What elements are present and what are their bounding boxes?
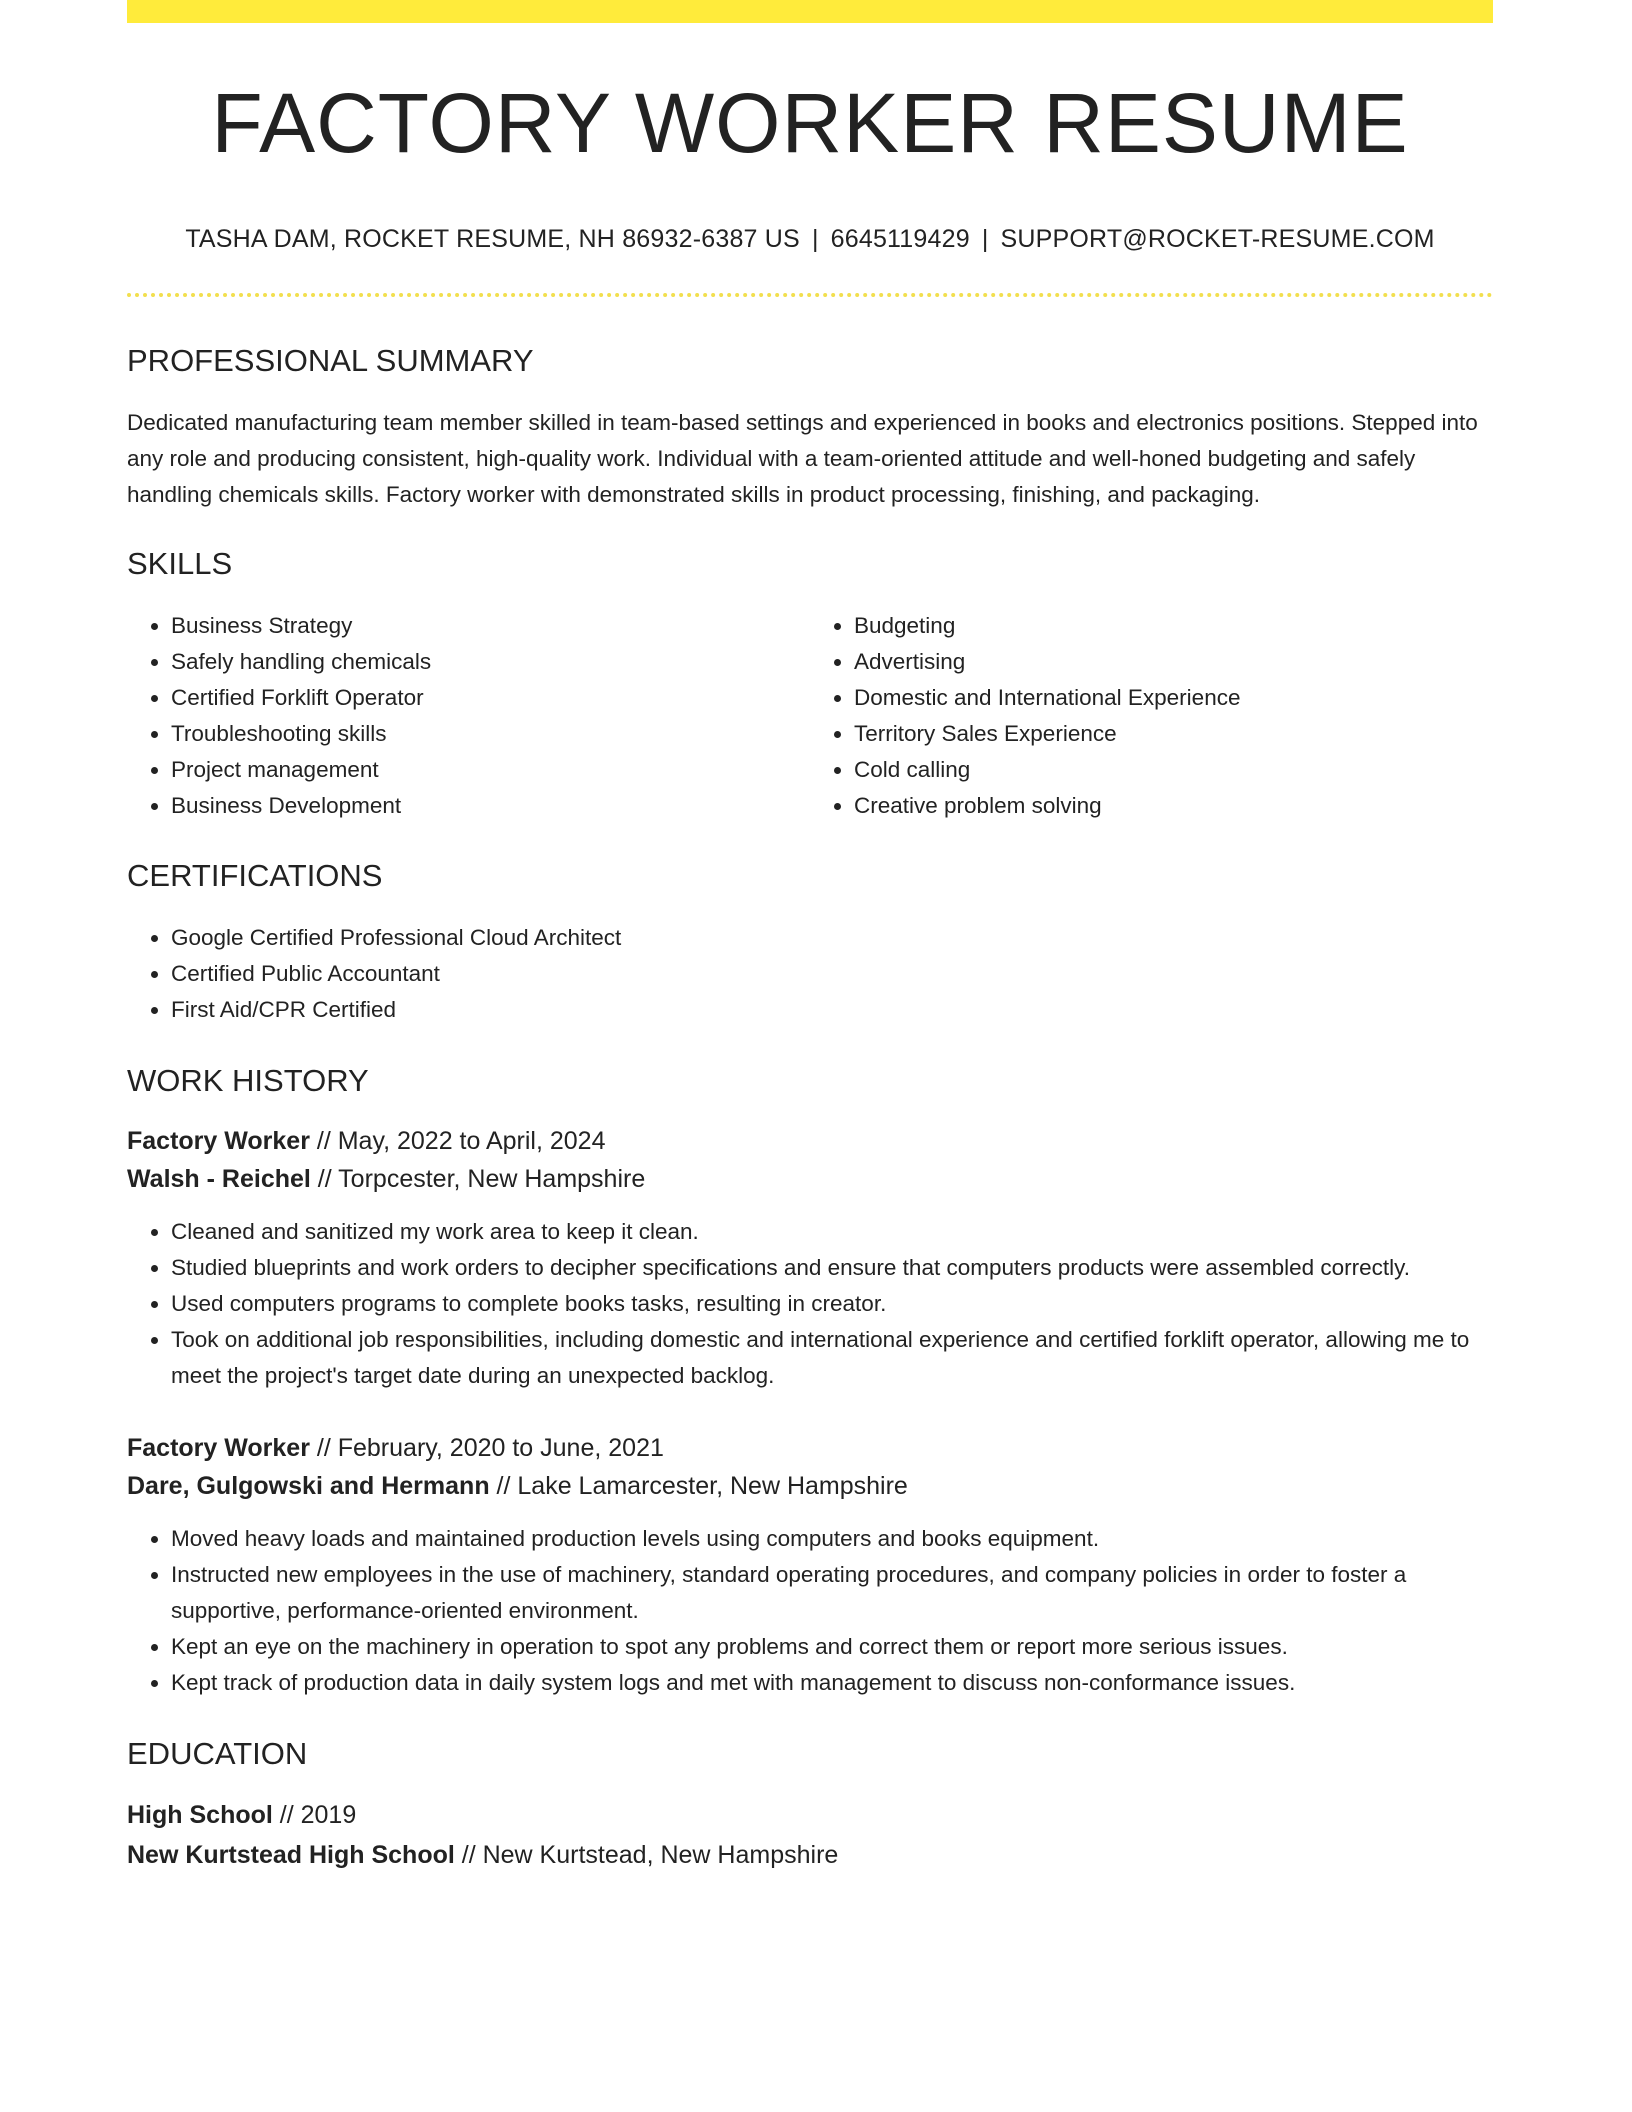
list-item: • Kept track of production data in daily system logs and met with management to discuss non-conformance issues. [171,1665,1493,1701]
list-item: • Business Strategy [171,608,810,644]
education-year: // 2019 [279,1801,357,1829]
education-entry [127,1795,1493,1875]
job-entry [127,1122,1493,1394]
education-location: // New Kurtstead, New Hampshire [461,1841,839,1869]
job-entry [127,1429,1493,1701]
dotted-divider [127,293,1493,297]
education-school-line [127,1835,1493,1875]
job-company: Walsh - Reichel [127,1165,311,1193]
education-degree-line [127,1795,1493,1835]
work-history-heading: WORK HISTORY [127,1063,369,1098]
job-bullets [127,1214,1493,1394]
job-bullets [127,1521,1493,1701]
job-company-line [127,1160,1493,1198]
list-item: • Domestic and International Experience [854,680,1493,716]
job-title-line [127,1429,1493,1467]
job-dates: // February, 2020 to June, 2021 [316,1434,664,1462]
contact-separator: | [981,225,989,253]
skills-heading: SKILLS [127,546,233,581]
list-item: • Certified Public Accountant [171,956,1493,992]
list-item: • Business Development [171,788,810,824]
job-title: Factory Worker [127,1127,310,1155]
skills-list-left [127,608,810,824]
list-item: • Project management [171,752,810,788]
list-item: • Instructed new employees in the use of machinery, standard operating procedures, and company policies in order to foster a supportive, performance-oriented environment. [171,1557,1493,1629]
certifications-heading: CERTIFICATIONS [127,858,383,893]
skills-list-right [810,608,1493,824]
education-heading: EDUCATION [127,1736,308,1771]
contact-email: SUPPORT@ROCKET-RESUME.COM [1000,225,1435,253]
list-item: • Cleaned and sanitized my work area to keep it clean. [171,1214,1493,1250]
list-item: • Budgeting [854,608,1493,644]
list-item: • Google Certified Professional Cloud Architect [171,920,1493,956]
job-company-line [127,1467,1493,1505]
list-item: • Creative problem solving [854,788,1493,824]
contact-line [127,227,1493,252]
skills-columns [127,608,1493,824]
list-item: • Advertising [854,644,1493,680]
contact-phone: 6645119429 [830,225,970,253]
job-company: Dare, Gulgowski and Hermann [127,1472,490,1500]
summary-text: Dedicated manufacturing team member skilled in team-based settings and experienced in books and electronics positions. Stepped into any role and producing consistent, high-quality work. Individual with a team-oriented attitude and well-honed budgeting and safely handling chemicals skills. Factory worker with demonstrated skills in product processing, finishing, and packaging. [127,410,1478,507]
list-item: • Kept an eye on the machinery in operation to spot any problems and correct them or report more serious issues. [171,1629,1493,1665]
list-item: • Used computers programs to complete books tasks, resulting in creator. [171,1286,1493,1322]
list-item: • Certified Forklift Operator [171,680,810,716]
education-school: New Kurtstead High School [127,1841,455,1869]
list-item: • First Aid/CPR Certified [171,992,1493,1028]
job-title-line [127,1122,1493,1160]
resume-title: FACTORY WORKER RESUME [211,76,1409,170]
list-item: • Troubleshooting skills [171,716,810,752]
education-degree: High School [127,1801,273,1829]
accent-bar [127,0,1493,23]
job-title: Factory Worker [127,1434,310,1462]
list-item: • Cold calling [854,752,1493,788]
resume-page [127,0,1493,1875]
certifications-list [127,920,1493,1028]
summary-heading: PROFESSIONAL SUMMARY [127,343,534,378]
list-item: • Territory Sales Experience [854,716,1493,752]
list-item: • Studied blueprints and work orders to decipher specifications and ensure that computers products were assembled correctly. [171,1250,1493,1286]
contact-address: TASHA DAM, ROCKET RESUME, NH 86932-6387 US [185,225,800,253]
job-dates: // May, 2022 to April, 2024 [316,1127,606,1155]
list-item: • Took on additional job responsibilities, including domestic and international experience and certified forklift operator, allowing me to meet the project's target date during an unexpected backlog. [171,1322,1493,1394]
job-location: // Lake Lamarcester, New Hampshire [496,1472,908,1500]
list-item: • Moved heavy loads and maintained production levels using computers and books equipment. [171,1521,1493,1557]
job-location: // Torpcester, New Hampshire [317,1165,646,1193]
contact-separator: | [811,225,819,253]
list-item: • Safely handling chemicals [171,644,810,680]
